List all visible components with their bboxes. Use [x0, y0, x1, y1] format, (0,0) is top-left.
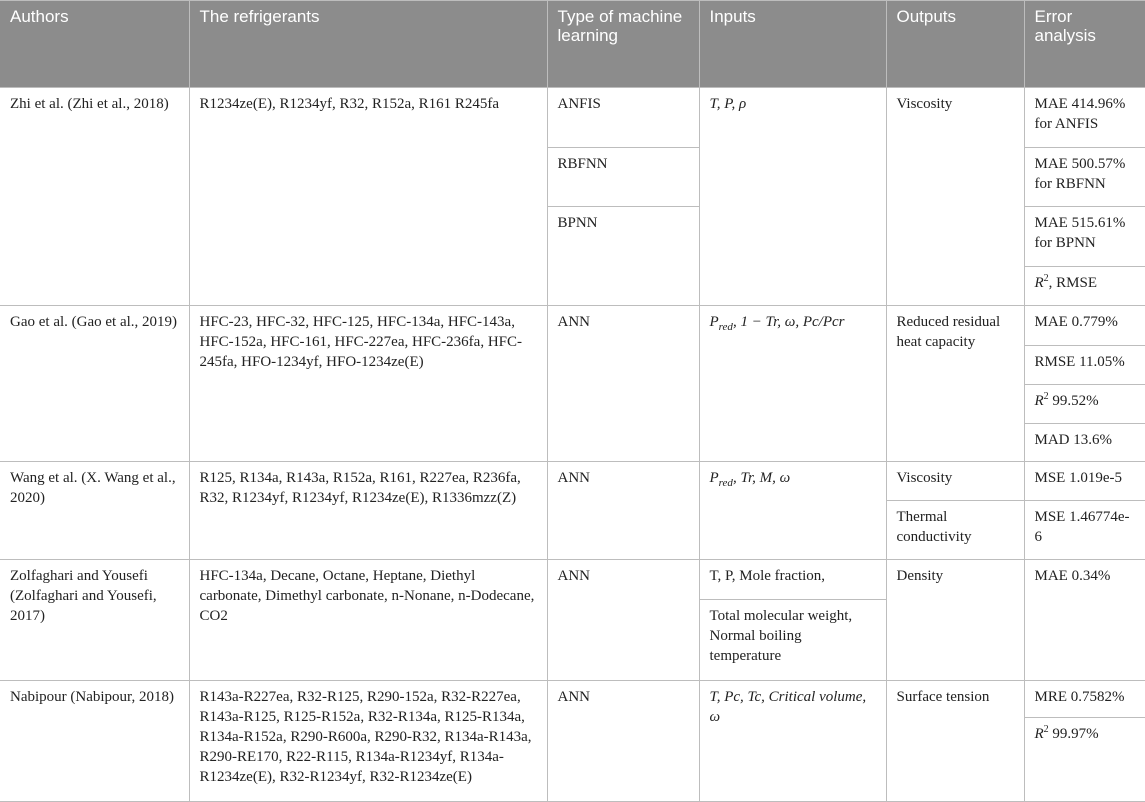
- error-cell: [1024, 385, 1145, 423]
- author-cell: Nabipour (Nabipour, 2018): [0, 680, 189, 801]
- superscript: 2: [1043, 272, 1049, 284]
- header-inputs: Inputs: [699, 1, 886, 88]
- error-cell: RMSE 11.05%: [1024, 345, 1145, 384]
- inputs-text: , 1 − Tr, ω, Pc/Pcr: [732, 314, 845, 331]
- outputs-cell: Surface tension: [886, 680, 1024, 801]
- author-cell: Gao et al. (Gao et al., 2019): [0, 306, 189, 462]
- superscript: 2: [1043, 391, 1049, 403]
- author-cell: Wang et al. (X. Wang et al., 2020): [0, 462, 189, 560]
- inputs-text: , Tr, M, ω: [732, 470, 791, 487]
- outputs-cell: Density: [886, 560, 1024, 680]
- error-cell: MAE 0.779%: [1024, 306, 1145, 345]
- inputs-cell: [699, 680, 886, 801]
- p-symbol: P: [709, 470, 719, 487]
- inputs-text: T, Pc, Tc, Critical volume, ω: [709, 688, 867, 725]
- error-cell: MSE 1.46774e-6: [1024, 500, 1145, 560]
- outputs-cell: Thermal conductivity: [886, 500, 1024, 560]
- table-row: [0, 88, 1145, 148]
- outputs-cell: Viscosity: [886, 88, 1024, 306]
- subscript: red: [718, 477, 733, 490]
- inputs-cell: [699, 306, 886, 462]
- ml-type-cell: ANN: [547, 306, 699, 462]
- table-row: [0, 306, 1145, 345]
- outputs-cell: Viscosity: [886, 462, 1024, 500]
- header-row: [0, 1, 1145, 88]
- header-ml-type: Type of machine learning: [547, 1, 699, 88]
- table-row: [0, 680, 1145, 717]
- outputs-cell: Reduced residual heat capacity: [886, 306, 1024, 462]
- error-text: 99.52%: [1048, 393, 1099, 410]
- header-authors: Authors: [0, 1, 189, 88]
- r-symbol: R: [1034, 725, 1044, 742]
- refrigerants-cell: HFC-23, HFC-32, HFC-125, HFC-134a, HFC-143a, HFC-152a, HFC-161, HFC-227ea, HFC-236fa, HFC-245fa, HFO-1234yf, HFO-1234ze(E): [189, 306, 547, 462]
- subscript: red: [718, 321, 733, 334]
- refrigerants-cell: R125, R134a, R143a, R152a, R161, R227ea, R236fa, R32, R1234yf, R1234yf, R1234ze(E), R1336mzz(Z): [189, 462, 547, 560]
- refrigerants-cell: HFC-134a, Decane, Octane, Heptane, Diethyl carbonate, Dimethyl carbonate, n-Nonane, n-Dodecane, CO2: [189, 560, 547, 680]
- inputs-cell: T, P, Mole fraction,: [699, 560, 886, 599]
- refrigerants-cell: R143a-R227ea, R32-R125, R290-152a, R32-R227ea, R143a-R125, R125-R152a, R32-R134a, R125-R134a, R134a-R152a, R290-R600a, R290-R32, R134a-R143a, R290-RE170, R22-R115, R134a-R1234yf, R134a-R1234ze(E), R32-R1234yf, R32-R1234ze(E): [189, 680, 547, 801]
- author-cell: Zolfaghari and Yousefi (Zolfaghari and Yousefi, 2017): [0, 560, 189, 680]
- error-cell: MAE 0.34%: [1024, 560, 1145, 680]
- header-outputs: Outputs: [886, 1, 1024, 88]
- header-refrigerants: The refrigerants: [189, 1, 547, 88]
- inputs-cell: [699, 462, 886, 560]
- error-cell: MAD 13.6%: [1024, 423, 1145, 461]
- table-row: [0, 462, 1145, 500]
- ml-type-cell: ANN: [547, 560, 699, 680]
- error-cell: MSE 1.019e-5: [1024, 462, 1145, 500]
- inputs-text: T, P, ρ: [709, 96, 747, 112]
- inputs-cell: Total molecular weight, Normal boiling temperature: [699, 599, 886, 680]
- error-cell: [1024, 266, 1145, 305]
- table-row: [0, 560, 1145, 599]
- superscript: 2: [1043, 723, 1049, 735]
- error-cell: [1024, 717, 1145, 801]
- inputs-cell: [699, 88, 886, 306]
- error-cell: MAE 515.61% for BPNN: [1024, 207, 1145, 267]
- error-cell: MRE 0.7582%: [1024, 680, 1145, 717]
- ml-type-cell: ANN: [547, 462, 699, 560]
- author-cell: Zhi et al. (Zhi et al., 2018): [0, 88, 189, 306]
- error-text: , RMSE: [1048, 274, 1098, 291]
- r-symbol: R: [1034, 274, 1044, 291]
- ml-type-cell: ANFIS: [547, 88, 699, 148]
- r-symbol: R: [1034, 393, 1044, 410]
- error-cell: MAE 414.96% for ANFIS: [1024, 88, 1145, 148]
- refrigerants-cell: R1234ze(E), R1234yf, R32, R152a, R161 R245fa: [189, 88, 547, 306]
- header-error-analysis: Error analysis: [1024, 1, 1145, 88]
- ml-type-cell: RBFNN: [547, 147, 699, 207]
- error-text: 99.97%: [1048, 725, 1099, 742]
- ml-type-cell: ANN: [547, 680, 699, 801]
- error-cell: MAE 500.57% for RBFNN: [1024, 147, 1145, 207]
- p-symbol: P: [709, 314, 719, 331]
- ml-type-cell: BPNN: [547, 207, 699, 306]
